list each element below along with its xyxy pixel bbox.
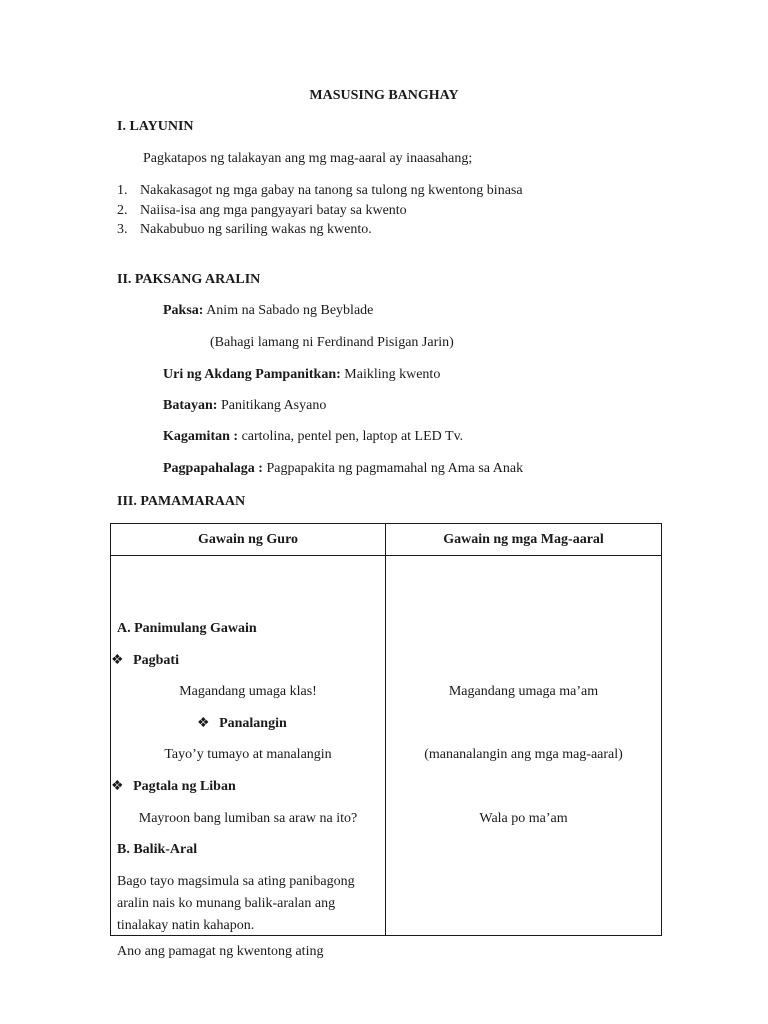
uri-label: Uri ng Akdang Pampanitkan: (163, 367, 341, 382)
pagtala-item (111, 778, 236, 796)
pagtala-label: Pagtala ng Liban (133, 779, 236, 794)
guro-cell (111, 556, 386, 959)
pagtala-response: Wala po ma’am (479, 811, 568, 826)
document-title: MASUSING BANGHAY (309, 88, 459, 103)
pagpapahalaga-value: Pagpapakita ng pagmamahal ng Ama sa Anak (266, 461, 524, 476)
panalangin-item (197, 715, 287, 733)
pagbati-item (111, 652, 179, 670)
paksa-label: Paksa: (163, 303, 204, 318)
paksa-value: Anim na Sabado ng Beyblade (206, 303, 374, 318)
objectives-list (117, 181, 523, 240)
list-item (117, 201, 523, 221)
list-item (117, 220, 523, 240)
batayan-label: Batayan: (163, 398, 218, 413)
procedure-table (110, 523, 662, 959)
balik-aral-question: Ano ang pamagat ng kwentong ating (117, 944, 324, 959)
paksa-row (163, 302, 373, 320)
list-item (117, 181, 523, 201)
section-heading-pamamaraan: III. PAMAMARAAN (117, 494, 246, 509)
column-header-guro: Gawain ng Guro (111, 524, 386, 556)
pagbati-label: Pagbati (133, 653, 179, 668)
table-header-row (111, 524, 662, 556)
uri-value: Maikling kwento (344, 367, 441, 382)
table-row (111, 556, 662, 936)
pagbati-response: Magandang umaga ma’am (448, 684, 599, 699)
batayan-value: Panitikang Asyano (220, 398, 327, 413)
list-text: Naiisa-isa ang mga pangyayari batay sa kwento (140, 202, 407, 218)
layunin-intro: Pagkatapos ng talakayan ang mg mag-aaral ay inaasahang; (143, 151, 473, 166)
column-header-mag-aaral: Gawain ng mga Mag-aaral (386, 524, 662, 556)
list-text: Nakakasagot ng mga gabay na tanong sa tulong ng kwentong binasa (140, 183, 523, 198)
diamond-bullet-icon: ❖ (197, 716, 210, 731)
list-number: 3. (117, 222, 128, 237)
section-heading-layunin: I. LAYUNIN (117, 119, 194, 134)
kagamitan-value: cartolina, pentel pen, laptop at LED Tv. (241, 429, 464, 444)
mag-aaral-cell (386, 556, 662, 936)
balik-aral-text: Bago tayo magsimula sa ating panibagong aralin nais ko munang balik-aralan ang tinalakay natin kahapon. (117, 874, 355, 933)
list-number: 2. (117, 202, 128, 218)
diamond-bullet-icon: ❖ (111, 779, 124, 794)
panalangin-text: Tayo’y tumayo at manalangin (164, 747, 332, 762)
kagamitan-label: Kagamitan : (163, 429, 239, 444)
uri-row (163, 366, 440, 384)
section-heading-paksang-aralin: II. PAKSANG ARALIN (117, 272, 261, 287)
diamond-bullet-icon: ❖ (111, 653, 124, 668)
pagtala-text: Mayroon bang lumiban sa araw na ito? (138, 811, 358, 826)
list-text: Nakabubuo ng sariling wakas ng kwento. (140, 222, 372, 237)
balik-aral-heading: B. Balik-Aral (117, 842, 198, 857)
kagamitan-row (163, 428, 463, 446)
panalangin-response: (mananalangin ang mga mag-aaral) (424, 747, 623, 762)
batayan-row (163, 397, 326, 415)
list-number: 1. (117, 183, 128, 198)
pagpapahalaga-label: Pagpapahalaga : (163, 461, 263, 476)
panimulang-gawain-heading: A. Panimulang Gawain (117, 621, 257, 636)
pagpapahalaga-row (163, 460, 523, 478)
paksa-note: (Bahagi lamang ni Ferdinand Pisigan Jarin) (210, 335, 454, 350)
panalangin-label: Panalangin (219, 716, 287, 731)
pagbati-text: Magandang umaga klas! (179, 684, 317, 699)
